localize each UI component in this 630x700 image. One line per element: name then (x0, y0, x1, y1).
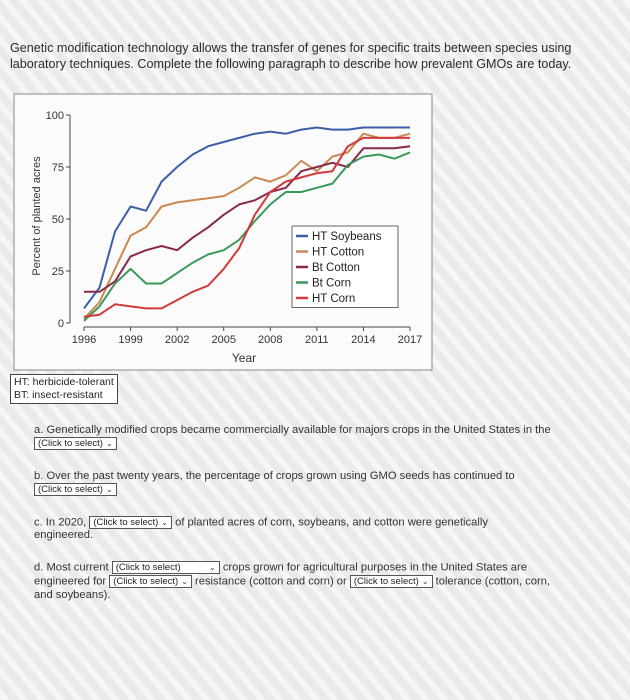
y-axis-label: Percent of planted acres (31, 156, 43, 276)
x-tick-label: 2014 (351, 334, 376, 346)
chevron-down-icon: ⌄ (209, 563, 216, 572)
chevron-down-icon: ⌄ (105, 439, 113, 448)
intro-text: Genetic modification technology allows the transfer of genes for specific traits between species using laboratory techniques. Complete the following paragraph to describe how prevalent GMOs are today. (10, 41, 572, 71)
select-label: (Click to select) (38, 484, 103, 495)
chevron-down-icon: ⌄ (181, 576, 188, 586)
question-c-post2: engineered. (34, 529, 94, 542)
question-b (34, 470, 614, 496)
question-d-mid1: crops grown for agricultural purposes in the United States are (222, 561, 527, 574)
y-tick-label: 100 (45, 110, 64, 122)
question-d-pre: d. Most current (34, 561, 109, 574)
abbrev-bt: BT: insect-resistant (14, 389, 103, 401)
x-tick-label: 2005 (211, 334, 236, 346)
x-tick-label: 1999 (118, 334, 143, 346)
y-tick-label: 50 (51, 214, 64, 226)
chevron-down-icon: ⌄ (105, 485, 113, 494)
select-label: (Click to select) (113, 575, 179, 587)
y-tick-label: 25 (51, 266, 64, 278)
question-a (34, 424, 614, 450)
question-d (34, 561, 614, 602)
chevron-down-icon: ⌄ (421, 576, 429, 586)
question-d-line3: and soybeans). (34, 588, 111, 601)
abbreviation-key (10, 374, 118, 404)
legend-label: Bt Cotton (312, 262, 360, 274)
y-tick-label: 75 (51, 162, 64, 174)
question-c (34, 516, 614, 542)
legend-label: Bt Corn (312, 277, 351, 290)
legend-label: HT Corn (312, 293, 356, 305)
x-tick-label: 2002 (164, 334, 190, 346)
x-tick-label: 2017 (397, 334, 423, 346)
question-b-select[interactable] (34, 483, 117, 496)
chevron-down-icon: ⌄ (161, 518, 168, 527)
question-d-mid2: resistance (cotton and corn) or (195, 575, 347, 588)
abbrev-ht: HT: herbicide-tolerant (14, 376, 114, 388)
question-a-select[interactable] (34, 437, 117, 450)
question-d-select-3[interactable] (350, 575, 433, 588)
question-c-select[interactable] (89, 516, 172, 529)
question-d-select-2[interactable] (109, 575, 192, 588)
select-label: (Click to select) (38, 438, 103, 449)
question-c-post: of planted acres of corn, soybeans, and cotton were genetically (175, 516, 488, 529)
select-label: (Click to select) (115, 562, 181, 573)
legend-label: HT Soybeans (312, 231, 382, 243)
x-axis-label: Year (231, 351, 257, 365)
x-tick-label: 2008 (258, 334, 283, 346)
question-c-pre: c. In 2020, (34, 516, 87, 529)
question-a-text: a. Genetically modified crops became commercially available for majors crops in the United States in the (34, 424, 551, 436)
select-label: (Click to select) (353, 575, 419, 587)
select-label: (Click to select) (93, 517, 159, 528)
x-tick-label: 2011 (305, 334, 329, 346)
question-b-text: b. Over the past twenty years, the percentage of crops grown using GMO seeds has continued to (34, 470, 515, 482)
x-tick-label: 1996 (71, 334, 97, 346)
legend-label: HT Cotton (312, 246, 365, 259)
question-d-mid3: tolerance (cotton, corn, (435, 575, 551, 588)
y-tick-label: 0 (57, 318, 64, 330)
question-d-line2-pre: engineered for (34, 575, 107, 588)
question-d-select-1[interactable] (112, 561, 220, 574)
